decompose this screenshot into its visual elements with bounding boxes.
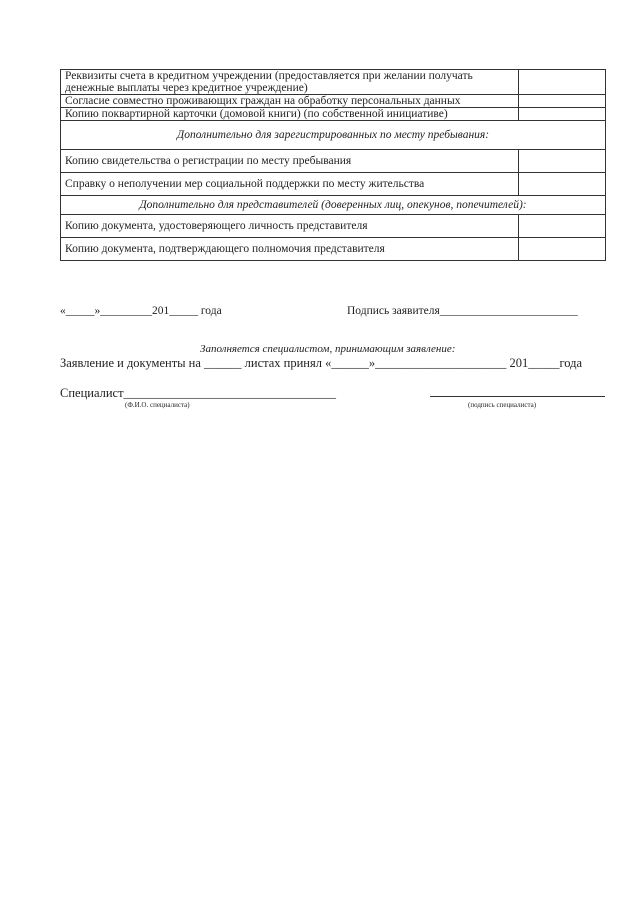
table-row bbox=[61, 70, 606, 95]
specialist-name-field[interactable]: Специалист__________________________________ bbox=[60, 386, 337, 400]
section-header-row bbox=[61, 196, 606, 215]
table-row bbox=[61, 173, 606, 196]
table-row bbox=[61, 215, 606, 238]
acceptance-line[interactable]: Заявление и документы на ______ листах принял «______»_____________________ 201_____года bbox=[60, 356, 583, 370]
check-cell[interactable] bbox=[519, 238, 606, 261]
row-text: Копию свидетельства о регистрации по месту пребывания bbox=[61, 150, 519, 173]
row-text: Справку о неполучении мер социальной поддержки по месту жительства bbox=[61, 173, 519, 196]
table-row bbox=[61, 108, 606, 121]
row-text: Копию документа, удостоверяющего личность представителя bbox=[61, 215, 519, 238]
table-row bbox=[61, 95, 606, 108]
specialist-signature-line[interactable] bbox=[430, 396, 605, 397]
fio-caption: (Ф.И.О. специалиста) bbox=[125, 401, 190, 409]
check-cell[interactable] bbox=[519, 215, 606, 238]
check-cell[interactable] bbox=[519, 150, 606, 173]
date-field[interactable]: «_____»_________201_____ года bbox=[60, 305, 222, 317]
check-cell[interactable] bbox=[519, 70, 606, 95]
row-text: Согласие совместно проживающих граждан на обработку персональных данных bbox=[61, 95, 519, 108]
check-cell[interactable] bbox=[519, 95, 606, 108]
section-header-row bbox=[61, 121, 606, 150]
row-text: Копию поквартирной карточки (домовой книги) (по собственной инициативе) bbox=[61, 108, 519, 121]
row-text: Копию документа, подтверждающего полномочия представителя bbox=[61, 238, 519, 261]
check-cell[interactable] bbox=[519, 108, 606, 121]
documents-table bbox=[60, 69, 606, 261]
signature-caption: (подпись специалиста) bbox=[468, 401, 537, 409]
row-text: Реквизиты счета в кредитном учреждении (предоставляется при желании получать денежные выплаты через кредитное учреждение) bbox=[61, 70, 519, 95]
section-heading-residence: Дополнительно для зарегистрированных по месту пребывания: bbox=[61, 121, 606, 150]
table-row bbox=[61, 238, 606, 261]
check-cell[interactable] bbox=[519, 173, 606, 196]
section-heading-representatives: Дополнительно для представителей (доверенных лиц, опекунов, попечителей): bbox=[61, 196, 606, 215]
applicant-signature-field[interactable]: Подпись заявителя________________________ bbox=[347, 305, 578, 317]
table-row bbox=[61, 150, 606, 173]
specialist-note: Заполняется специалистом, принимающим заявление: bbox=[200, 343, 456, 355]
